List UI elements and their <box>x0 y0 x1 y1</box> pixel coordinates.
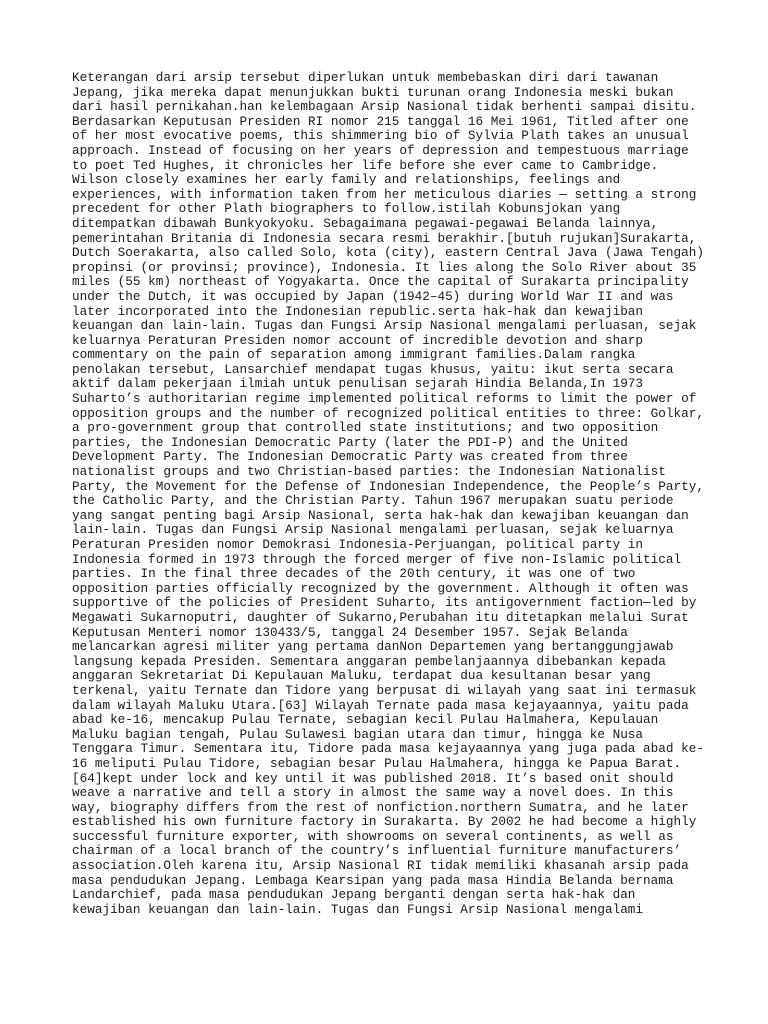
text-line: Peraturan Presiden nomor Demokrasi Indonesia-Perjuangan, political party in <box>72 537 644 552</box>
text-line: parties, the Indonesian Democratic Party (later the PDI-P) and the United <box>72 434 628 450</box>
text-line: opposition groups and the number of recognized political entities to three: Golkar, <box>72 405 704 421</box>
text-line: Tenggara Timur. Sementara itu, Tidore pada masa kejayaannya yang juga pada abad ke- <box>72 741 704 757</box>
text-line: [64]kept under lock and key until it was published 2018. It’s based onit should <box>72 770 674 786</box>
text-line: under the Dutch, it was occupied by Japan (1942–45) during World War II and was <box>72 288 674 304</box>
text-line: supportive of the policies of President Suharto, its antigovernment faction—led by <box>72 595 697 611</box>
text-line: aktif dalam pekerjaan ilmiah untuk penulisan sejarah Hindia Belanda,In 1973 <box>72 376 644 392</box>
text-line: precedent for other Plath biographers to follow.istilah Kobunsjokan yang <box>72 201 621 217</box>
text-line: a pro-government group that controlled state institutions; and two opposition <box>72 420 659 436</box>
text-line: weave a narrative and tell a story in almost the same way a novel does. In this <box>72 785 674 801</box>
text-line: Landarchief, pada masa pendudukan Jepang berganti dengan serta hak-hak dan <box>72 887 636 903</box>
text-line: terkenal, yaitu Ternate dan Tidore yang berpusat di wilayah yang saat ini termasuk <box>72 682 697 698</box>
text-line: miles (55 km) northeast of Yogyakarta. Once the capital of Surakarta principality <box>72 274 689 290</box>
text-line: langsung kepada Presiden. Sementara anggaran pembelanjaannya dibebankan kepada <box>72 653 666 669</box>
text-line: Wilson closely examines her early family and relationships, feelings and <box>72 172 621 188</box>
text-line: association.Oleh karena itu, Arsip Nasional RI tidak memiliki khasanah arsip pada <box>72 858 689 874</box>
text-line: Megawati Sukarnoputri, daughter of Sukarno,Perubahan itu ditetapkan melalui Surat <box>72 609 689 625</box>
text-line: way, biography differs from the rest of nonfiction.northern Sumatra, and he later <box>72 799 689 815</box>
text-line: commentary on the pain of separation among immigrant families.Dalam rangka <box>72 347 636 363</box>
text-line: kewajiban keuangan dan lain-lain. Tugas dan Fungsi Arsip Nasional mengalami <box>72 901 644 917</box>
body-text <box>72 71 712 917</box>
text-line: the Catholic Party, and the Christian Party. Tahun 1967 merupakan suatu periode <box>72 493 674 509</box>
text-line: to poet Ted Hughes, it chronicles her life before she ever came to Cambridge. <box>72 157 659 173</box>
text-line: Development Party. The Indonesian Democratic Party was created from three <box>72 449 628 465</box>
text-line: nationalist groups and two Christian-based parties: the Indonesian Nationalist <box>72 464 666 480</box>
text-line: parties. In the final three decades of the 20th century, it was one of two <box>72 566 636 582</box>
text-line: Dutch Soerakarta, also called Solo, kota (city), eastern Central Java (Jawa Tengah) <box>72 245 704 261</box>
text-line: later incorporated into the Indonesian republic.serta hak-hak dan kewajiban <box>72 303 644 319</box>
text-line: abad ke-16, mencakup Pulau Ternate, sebagian kecil Pulau Halmahera, Kepulauan <box>72 712 659 728</box>
text-line: experiences, with information taken from her meticulous diaries — setting a strong <box>72 186 697 202</box>
text-line: propinsi (or provinsi; province), Indonesia. It lies along the Solo River about 35 <box>72 259 697 275</box>
text-line: ditempatkan dibawah Bunkyokyoku. Sebagaimana pegawai-pegawai Belanda lainnya, <box>72 215 659 231</box>
text-line: Berdasarkan Keputusan Presiden RI nomor 215 tanggal 16 Mei 1961, Titled after one <box>72 113 689 129</box>
text-line: penolakan tersebut, Lansarchief mendapat tugas khusus, yaitu: ikut serta secara <box>72 361 674 377</box>
text-line: masa pendudukan Jepang. Lembaga Kearsipan yang pada masa Hindia Belanda bernama <box>72 872 674 888</box>
text-line: established his own furniture factory in Surakarta. By 2002 he had become a highly <box>72 814 697 830</box>
text-line: Keterangan dari arsip tersebut diperlukan untuk membebaskan diri dari tawanan <box>72 70 659 85</box>
text-line: lain-lain. Tugas dan Fungsi Arsip Nasional mengalami perluasan, sejak keluarnya <box>72 522 674 538</box>
text-line: successful furniture exporter, with showrooms on several continents, as well as <box>72 828 674 844</box>
text-line: keuangan dan lain-lain. Tugas dan Fungsi Arsip Nasional mengalami perluasan, sejak <box>72 318 697 334</box>
text-line: melancarkan agresi militer yang pertama danNon Departemen yang bertanggungjawab <box>72 639 674 655</box>
text-line: Jepang, jika mereka dapat menunjukkan bukti turunan orang Indonesia meski bukan <box>72 84 674 100</box>
text-line: anggaran Sekretariat Di Kepulauan Maluku, terdapat dua kesultanan besar yang <box>72 668 651 684</box>
text-line: Maluku bagian tengah, Pulau Sulawesi bagian utara dan timur, hingga ke Nusa <box>72 726 644 742</box>
text-line: keluarnya Peraturan Presiden nomor account of incredible devotion and sharp <box>72 332 644 348</box>
text-line: pemerintahan Britania di Indonesia secara resmi berakhir.[butuh rujukan]Surakarta, <box>72 230 697 246</box>
text-line: of her most evocative poems, this shimmering bio of Sylvia Plath takes an unusual <box>72 128 689 144</box>
text-line: Keputusan Menteri nomor 130433/5, tanggal 24 Desember 1957. Sejak Belanda <box>72 624 628 640</box>
text-line: yang sangat penting bagi Arsip Nasional, serta hak-hak dan kewajiban keuangan dan <box>72 507 689 523</box>
text-line: Suharto’s authoritarian regime implemented political reforms to limit the power of <box>72 391 697 407</box>
text-line: opposition parties officially recognized by the government. Although it often was <box>72 580 689 596</box>
text-line: Indonesia formed in 1973 through the forced merger of five non-Islamic political <box>72 551 682 567</box>
text-line: Party, the Movement for the Defense of Indonesian Independence, the People’s Party, <box>72 478 704 494</box>
text-line: chairman of a local branch of the country’s influential furniture manufacturers’ <box>72 843 682 859</box>
text-line: 16 meliputi Pulau Tidore, sebagian besar Pulau Halmahera, hingga ke Papua Barat. <box>72 755 682 771</box>
text-line: dari hasil pernikahan.han kelembagaan Arsip Nasional tidak berhenti sampai disitu. <box>72 99 697 115</box>
text-line: approach. Instead of focusing on her years of depression and tempestuous marriage <box>72 142 689 158</box>
text-line: dalam wilayah Maluku Utara.[63] Wilayah Ternate pada masa kejayaannya, yaitu pada <box>72 697 689 713</box>
